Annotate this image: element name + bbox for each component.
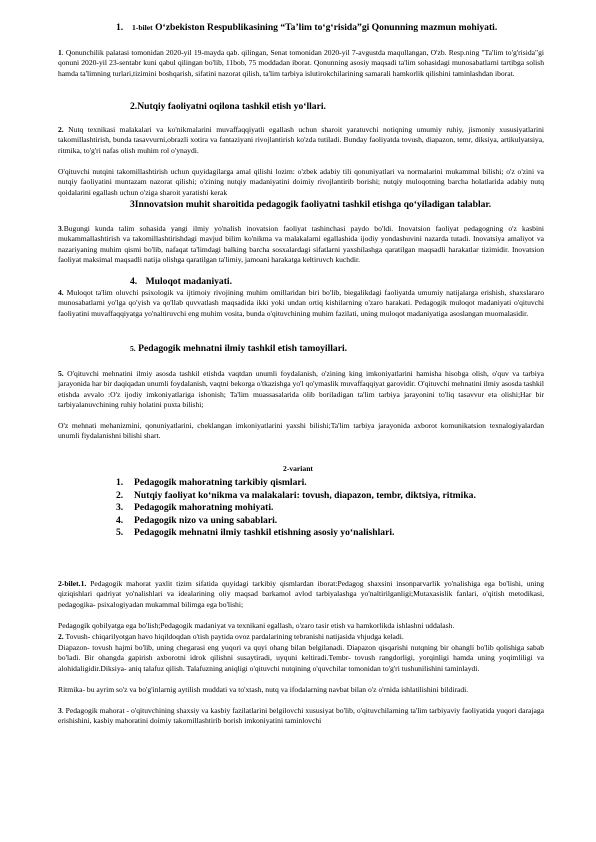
- variant-question-text: Pedagogik mahoratning tarkibiy qismlari.: [134, 477, 307, 488]
- variant-question-1: [116, 477, 548, 490]
- heading-ilmiy-tashkil: [130, 343, 550, 356]
- paragraph-qonun-text: . Qonunchilik palatasi tomonidan 2020-yil 19-mayda qab. qilingan, Senat tomonidan 2020-yil 7-avgustda maqullangan, O'zb. Resp.ning "Ta'lim to'g'risida"gi qonuni 2020-yil 23-sentabr kuni qabul qilingan bo'lib, 11bob, 75 moddadan iborat. Qonunning asosiy maqsadi ta'lim sohasidagi munosabatlarni tartibga solish hamda ta'limning turlari,tizimini boshqarish, sifatini nazorat qilish, ta'lim tarbiya islutirokchilarining samarali hamkorlik qilishini taminlashdan iborat.: [58, 48, 544, 78]
- paragraph-muloqot: [58, 288, 544, 319]
- variant-question-number: 2.: [116, 489, 124, 501]
- heading-muloqot-title: Muloqot madaniyati.: [145, 276, 232, 287]
- heading-qonun: [116, 22, 548, 35]
- variant-question-number: 1.: [116, 477, 124, 488]
- paragraph-mahorat-number: 2-bilet.1.: [58, 579, 87, 588]
- heading-muloqot: [130, 276, 530, 289]
- heading-ilmiy-number: 5.: [130, 344, 136, 353]
- paragraph-mehnat-mehanizmi: O'z mehnati mehanizmini, qonuniyatlarini, cheklangan imkoniyatlarini yaxshi bilishi;Ta'lim tarbiya jarayonida axborot komunikatsion texnalogiyalardan unumli fiydalanishni bilishi shart.: [58, 421, 544, 441]
- variant-question-3: [116, 502, 548, 515]
- paragraph-ilmiy-number: 5.: [58, 369, 64, 378]
- paragraph-nutq-takomillashtirish: O'qituvchi nutqini takomillashtirish uchun quyidagilarga amal qilishi lozim: o'zbek adabiy tili qonuniyatlari va normalarini mukammal bilishi; o'z o'zini va nutqiy faoliyatini muntazam nazorat qilishi; o'zining nutqiy madaniyatini doimiy rivojlantirib borishi; nutqiy muloqotning barcha holatlarida adabiy nutq qoidalarini egallash uchun o'ziga sharoit yaratishi kerak: [58, 167, 544, 197]
- paragraph-nutq-number: 2.: [58, 125, 64, 134]
- heading-nutqiy-faoliyat: 2.Nutqiy faoliyatni oqilona tashkil etish yo‘llari.: [130, 101, 326, 112]
- paragraph-qonun-number: 1: [58, 48, 62, 57]
- paragraph-nutq-texnikasi: [58, 125, 544, 156]
- paragraph-ilmiy-text: O'qituvchi mehnatini ilmiy asosda tashkil etishda vaqtdan unumli foydalanish, o'zining king imkoniyatlarini hamisha hisobga olish, o'quv va tarbiya jarayonida har bir daqiqadan unumli foydalanish, vaqtni bekorga o'tkazishga yo'l qo'ymaslik muvaffaqqiyat garovidir. O'qituvchi mehnatini ilmiy asosda tashkil etishda avvalo :O'z ijodiy imkoniyatlariga ishonish; Ta'lim muassasalarida olib boriladigan ta'lim tarbiya jarayonini to'liq tasavvur eta olishi;Har bir tarbiyalanuvchining ruhiy holatini puxta bilishi;: [58, 369, 544, 410]
- paragraph-innovatsion-text: .Bugungi kunda talim sohasida yangi ilmiy yo'nalish inovatsion faoliyat tashinchasi paydo bo'ldi. Inovatsion faoliyat pedagogning o'z kasbini mukammallashtirish va takomillashtirishdagi mavjud bilim ko'nikma va malakalarni egallashida ijodiy yondashuvini nazarda tutadi. Inovatsiya amaliyot va nazariyaning muhim qismi bo'lib, nafaqat ta'limdagi balking barcha sosxalardagi sifatlarni yaxshilashga qaratilgan maqsadli harakatlar tizimidir. Inovatsion faoliyat maksimal maqsadli natija olishga qaratilgan ta'limiy, jamoani harakatga keltiruvch kuchdir.: [58, 224, 544, 265]
- variant-question-5: [116, 527, 548, 540]
- paragraph-muloqot-text: Muloqot ta'lim oluvchi psixologik va ijtimoiy rivojining muhim omillaridan biri bo'lib, biegalikdagi faoliyatda umumiy natijalarga erishish, shaxslararo munosabatlarni yo'lga qo'yish va qo'llab quvvatlash maqsadida ikki yoki undan ortiq kishilarning o'zaro harakati. Pedagogik muloqot madaniyati o'qituvchi faoliyatini muvaffaqqiyatga yo'naltiruvchi eng muhim vosita, bunda o'qituvchining muhim fazilati, uning muloqot madaniyatiga asoslangan muomalasidir.: [58, 288, 544, 318]
- heading-qonun-number: 1.: [116, 22, 124, 33]
- variant-question-text: Pedagogik mehnatni ilmiy tashkil etishning asosiy yo‘nalishlari.: [134, 527, 395, 539]
- heading-innovatsion-muhit: 3Innovatsion muhit sharoitida pedagogik faoliyatni tashkil etishga qo‘yiladigan talablar.: [130, 199, 492, 210]
- heading-muloqot-number: 4.: [130, 276, 138, 287]
- heading-ilmiy-title: Pedagogik mehnatni ilmiy tashkil etish tamoyillari.: [138, 343, 348, 354]
- heading-qonun-title: O‘zbekiston Respublikasining “Ta’lim to‘g‘risida”gi Qonunning mazmun mohiyati.: [155, 22, 498, 33]
- paragraph-nutq-text: Nutq texnikasi malakalari va ko'nikmalarini muvaffaqqiyatli egallash uchun sharoit yaratuvchi notiqning umumiy ruhiy, jismoniy xususiyatlarini takomillashtirish, bunda tasavvurni,obrazli xotira va fantaziyani rivojlantirish ko'zda tutiladi. Bunday faoliyatda tovush, diapazon, temr, diksiya, artikulyatsiya, ritmika, to'g'ri nafas olish muhim rol o'ynaydi.: [58, 125, 544, 155]
- variant-question-4: [116, 515, 548, 528]
- paragraph-mahorat-text: Pedagogik mahorat yaxlit tizim sifatida quyidagi tarkibiy qismlardan iborat:Pedagog shaxsini insonparvarlik yo'nalishiga ega bo'lishi, uning qiziqishlari qadriyat yo'nalishlari va idealarining oliy maqsad barkamol avlod tarbiyalashga yo'naltirilganligi;Mutaxasislik fanlari, o'qitish metodikasi, pedagogika- psixalogiyadan mukammal bilimga ega bo'lishi;: [58, 579, 544, 609]
- variant-question-number: 3.: [116, 502, 124, 514]
- variant-question-text: Pedagogik nizo va uning sabablari.: [134, 514, 278, 526]
- heading-qonun-prefix: 1-bilet: [132, 23, 153, 32]
- variant-questions-list: [116, 477, 548, 540]
- paragraph-innovatsion-number: 3: [58, 224, 62, 233]
- paragraph-qonun: [58, 48, 544, 79]
- paragraph-pedagogik-qobilyat: Pedagogik qobilyatga ega bo'lish;Pedagogik madaniyat va texnikani egallash, o'zaro tasir etish va hamkorlikda ishlashni uddalash.: [58, 621, 455, 630]
- variant-question-2: [116, 490, 548, 503]
- variant-question-text: Nutqiy faoliyat ko‘nikma va malakalari: tovush, diapazon, tembr, diktsiya, ritmika.: [134, 489, 476, 501]
- paragraph-mahorat-tarkibi: [58, 579, 544, 610]
- paragraph-ilmiy-tashkil: [58, 369, 544, 411]
- variant-title: 2-variant: [283, 464, 313, 473]
- paragraph-mahorat-mohiyati: [58, 706, 544, 727]
- variant-question-text: Pedagogik mahoratning mohiyati.: [134, 502, 274, 514]
- paragraph-innovatsion: [58, 224, 544, 266]
- paragraph-muloqot-number: 4.: [58, 288, 64, 297]
- paragraph-ritmika: Ritmika- bu ayrim so'z va bo'g'inlarnig aytilish muddati va to'xtash, nutq va ifodalarning navbat bilan o'z o'rnida ishlatilishini bildiradi.: [58, 685, 469, 694]
- paragraph-mohiyat-number: 3: [58, 706, 62, 715]
- variant-question-number: 5.: [116, 527, 124, 539]
- paragraph-tovush: [58, 632, 544, 642]
- paragraph-tovush-text: Tovush- chiqarilyotgan havo hiqildoqdan o'tish paytida ovoz pardalarining tebranishi natijasida vhjudga keladi.: [63, 632, 404, 641]
- paragraph-tovush-number: 2.: [58, 632, 64, 641]
- paragraph-mohiyat-text: . Pedagogik mahorat - o'qituvchining shaxsiy va kasbiy fazilatlarini belgilovchi xususiyat bo'lib, o'qituvchilarning ta'lim tarbiyaviy faoliyatida yuqori darajaga erishishini, kasbiy mahoratini doimiy takomillashtirib borish imkoniyatini taminlovchi: [58, 706, 544, 726]
- variant-question-number: 4.: [116, 514, 124, 526]
- paragraph-diapazon: Diapazon- tovush hajmi bo'lib, uning chegarasi eng yuqori va quyi ohang bilan belgilanadi. Diapazon qisqarishi nutqning bir ohangli bo'lib qolishiga sabab bo'ladi. Bir ohangda gapirish axborotni idrok qilishni susaytiradi, uyquni keltiradi.Tembr- tovush rangdorligi, yorqinligi hamda uning yoqimliligi va alohidaligidir.Diksiya- aniq talafuz qilish. Talafuzning aniqligi o'qituvchi nutqining o'quvchilar tomonidan to'g'ri tushunilishini taminlaydi.: [58, 643, 544, 673]
